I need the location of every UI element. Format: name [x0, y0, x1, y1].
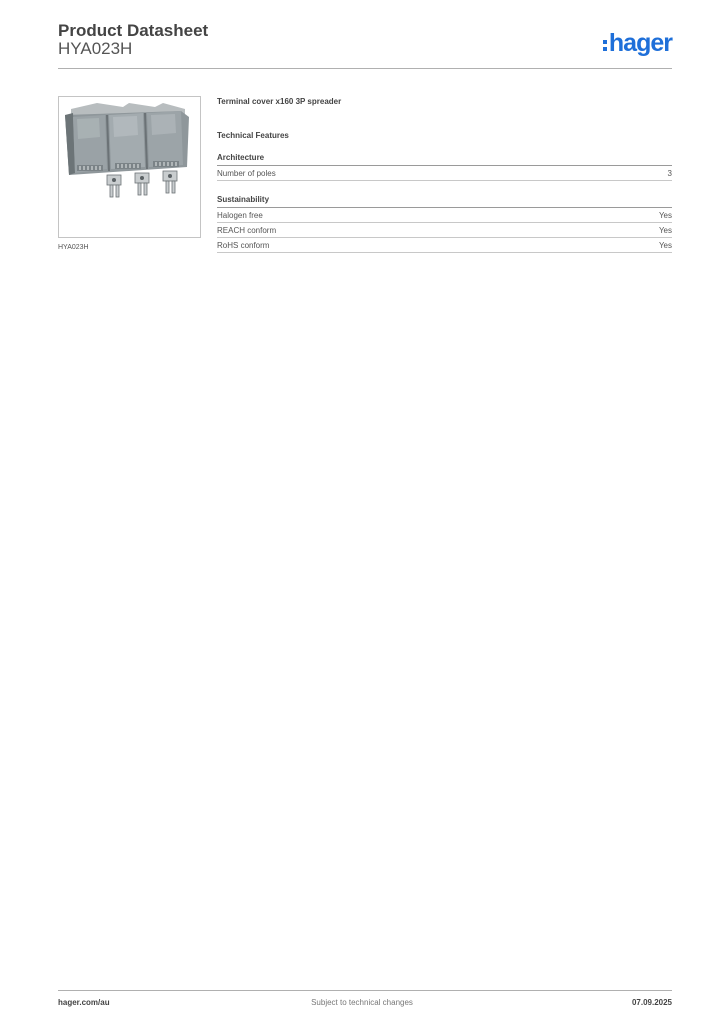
feature-row: [217, 166, 672, 181]
feature-label: Number of poles: [217, 169, 276, 178]
feature-value: Yes: [658, 211, 672, 220]
product-code: HYA023H: [58, 39, 133, 58]
footer-date: 07.09.2025: [631, 998, 672, 1007]
architecture-group: [217, 152, 672, 181]
feature-row: [217, 208, 672, 223]
group-heading: Sustainability: [217, 194, 672, 208]
page-title: Product Datasheet: [58, 21, 209, 40]
sustainability-group: [217, 194, 672, 253]
product-image: [58, 96, 201, 238]
datasheet-content: [217, 96, 672, 253]
group-heading: Architecture: [217, 152, 672, 166]
terminal-cover-picture: [59, 97, 200, 237]
footer-divider: [58, 990, 672, 991]
header-divider: [58, 68, 672, 69]
logo-dots-icon: [603, 40, 607, 51]
feature-label: RoHS conform: [217, 241, 270, 250]
footer-website: hager.com/au: [58, 998, 110, 1007]
feature-row: [217, 223, 672, 238]
footer-notice: Subject to technical changes: [311, 998, 413, 1007]
feature-value: Yes: [658, 241, 672, 250]
logo-text: hager: [608, 29, 672, 57]
technical-features-heading: Technical Features: [217, 131, 289, 140]
product-name: Terminal cover x160 3P spreader: [217, 97, 342, 106]
hager-logo: [603, 28, 672, 58]
feature-value: 3: [667, 169, 672, 178]
feature-row: [217, 238, 672, 253]
feature-label: REACH conform: [217, 226, 277, 235]
feature-label: Halogen free: [217, 211, 263, 220]
feature-value: Yes: [658, 226, 672, 235]
image-caption: HYA023H: [58, 244, 89, 251]
